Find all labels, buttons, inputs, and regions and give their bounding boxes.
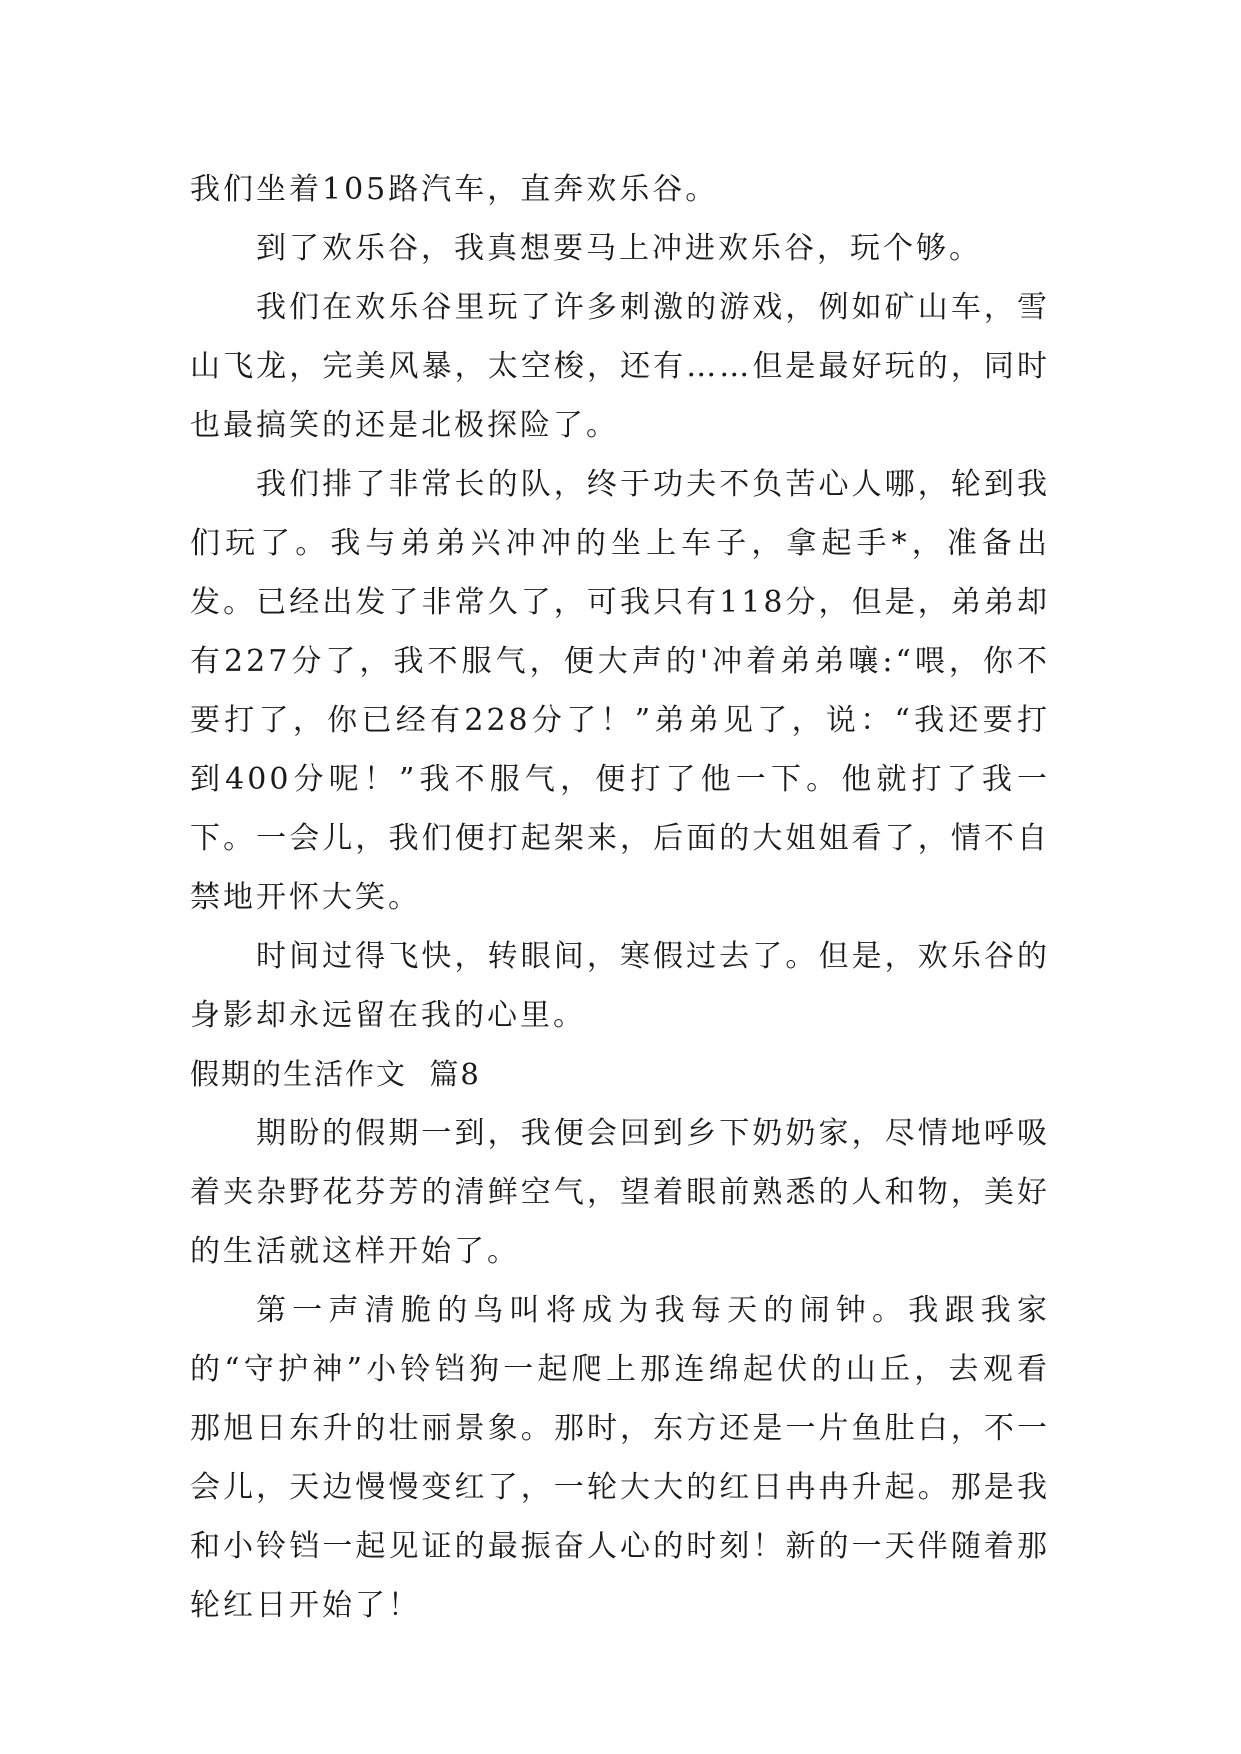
paragraph-bus-ride: 我们坐着105路汽车，直奔欢乐谷。 [190, 172, 719, 207]
section-heading: 假期的生活作文 篇8 [190, 1057, 481, 1091]
paragraph-rides: 我们在欢乐谷里玩了许多刺激的游戏，例如矿山车，雪山飞龙，完美风暴，太空梭，还有……但是最好玩的，同时也最搞笑的还是北极探险了。 [190, 290, 1050, 443]
paragraph-arrival: 到了欢乐谷，我真想要马上冲进欢乐谷，玩个够。 [256, 231, 982, 266]
paragraph-sunrise: 第一声清脆的鸟叫将成为我每天的闹钟。我跟我家的“守护神”小铃铛狗一起爬上那连绵起伏的山丘，去观看那旭日东升的壮丽景象。那时，东方还是一片鱼肚白，不一会儿，天边慢慢变红了，一轮大大的红日冉冉升起。那是我和小铃铛一起见证的最振奋人心的时刻！新的一天伴随着那轮红日开始了！ [190, 1293, 1050, 1623]
document-body [190, 160, 1050, 1635]
paragraph-time-flies: 时间过得飞快，转眼间，寒假过去了。但是，欢乐谷的身影却永远留在我的心里。 [190, 939, 1050, 1033]
paragraph-arctic-adventure: 我们排了非常长的队，终于功夫不负苦心人哪，轮到我们玩了。我与弟弟兴冲冲的坐上车子，拿起手*，准备出发。已经出发了非常久了，可我只有118分，但是，弟弟却有227分了，我不服气，便大声的'冲着弟弟嚷:“喂，你不要打了，你已经有228分了！”弟弟见了，说：“我还要打到400分呢！”我不服气，便打了他一下。他就打了我一下。一会儿，我们便打起架来，后面的大姐姐看了，情不自禁地开怀大笑。 [190, 467, 1050, 915]
paragraph-countryside: 期盼的假期一到，我便会回到乡下奶奶家，尽情地呼吸着夹杂野花芬芳的清鲜空气，望着眼前熟悉的人和物，美好的生活就这样开始了。 [190, 1116, 1050, 1269]
